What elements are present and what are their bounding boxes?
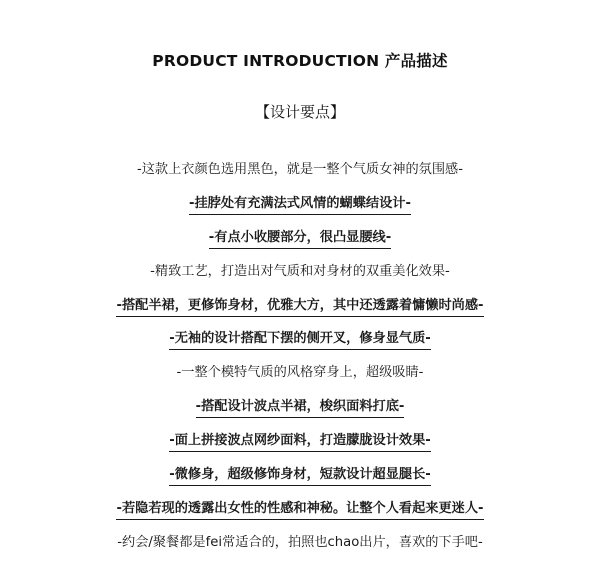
page-title: PRODUCT INTRODUCTION 产品描述 <box>152 52 448 70</box>
feature-text: -搭配半裙，更修饰身材，优雅大方，其中还透露着慵懒时尚感- <box>116 296 483 317</box>
feature-text: -一整个模特气质的风格穿身上，超级吸睛- <box>176 365 424 381</box>
feature-line <box>0 465 600 499</box>
feature-text: -精致工艺，打造出对气质和对身材的双重美化效果- <box>150 263 450 279</box>
feature-text: -有点小收腰部分，很凸显腰线- <box>209 228 391 249</box>
feature-line <box>0 533 600 567</box>
feature-text: -这款上衣颜色选用黑色，就是一整个气质女神的氛围感- <box>136 162 463 177</box>
feature-line <box>0 329 600 363</box>
feature-text: -若隐若现的透露出女性的性感和神秘。让整个人看起来更迷人- <box>116 499 483 520</box>
feature-text: -挂脖处有充满法式风情的蝴蝶结设计- <box>189 194 411 215</box>
feature-line <box>0 194 600 228</box>
feature-text: -约会/聚餐都是fei常适合的，拍照也chao出片，喜欢的下手吧- <box>117 534 483 550</box>
feature-text: -微修身，超级修饰身材，短款设计超显腿长- <box>169 465 431 486</box>
feature-text: -面上拼接波点网纱面料，打造朦胧设计效果- <box>169 431 431 452</box>
feature-line <box>0 228 600 262</box>
feature-text: -无袖的设计搭配下摆的侧开叉，修身显气质- <box>169 329 431 350</box>
feature-line <box>0 397 600 431</box>
feature-line <box>0 499 600 533</box>
feature-text: -搭配设计波点半裙，梭织面料打底- <box>196 397 405 418</box>
feature-line <box>0 431 600 465</box>
feature-line <box>0 262 600 296</box>
feature-list <box>0 160 600 567</box>
feature-line <box>0 363 600 397</box>
feature-line <box>0 296 600 330</box>
section-heading: 【设计要点】 <box>254 103 345 121</box>
feature-line <box>0 160 600 194</box>
